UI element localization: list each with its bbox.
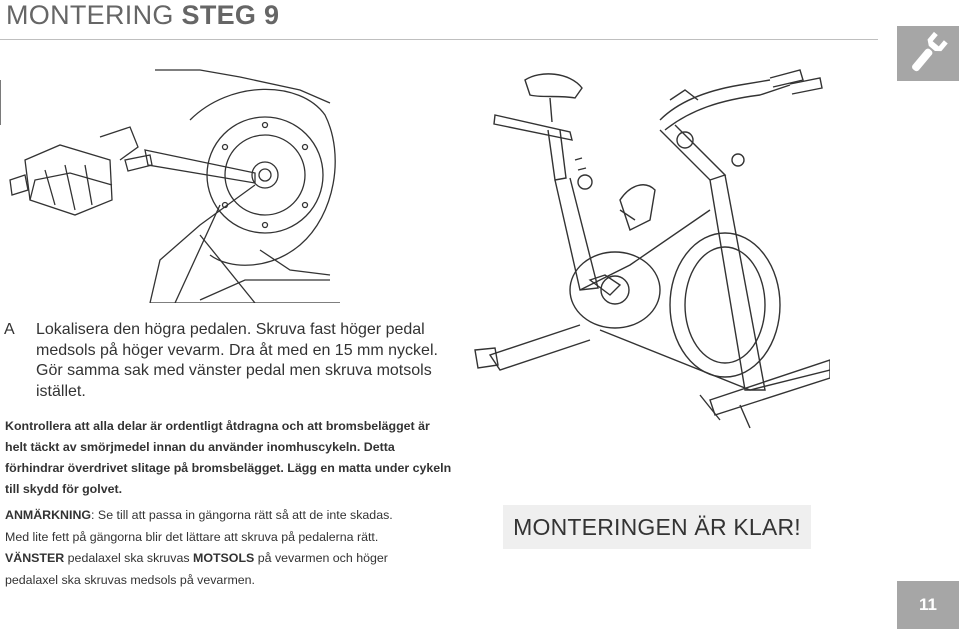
page-number: 11: [897, 581, 959, 629]
wrench-icon: [897, 26, 959, 81]
title-divider: [0, 39, 878, 40]
spin-bike-illustration: [470, 60, 830, 430]
note-label: ANMÄRKNING: [5, 508, 92, 522]
title-prefix: MONTERING: [6, 0, 174, 30]
note-line-4: pedalaxel ska skruvas medsols på vevarmen.: [5, 572, 255, 587]
note-line-1: ANMÄRKNING: Se till att passa in gängorna rätt så att de inte skadas.: [5, 508, 393, 522]
title-step: STEG 9: [181, 0, 280, 30]
warning-text: Kontrollera att alla delar är ordentligt åtdragna och att bromsbelägget är helt täckt av smörjmedel innan du använder inomhuscykeln. Detta förhindrar överdrivet slitage på bromsbelägget. Lägg en matta under cykeln till skydd för golvet.: [5, 419, 452, 496]
page-title: [6, 0, 279, 31]
completion-banner: MONTERINGEN ÄR KLAR!: [503, 505, 811, 549]
step-letter: A: [4, 321, 15, 338]
pedal-crank-illustration: [0, 65, 350, 303]
note-block: [5, 505, 475, 591]
note-line-3: VÄNSTER pedalaxel ska skruvas MOTSOLS på vevarmen och höger: [5, 551, 388, 565]
step-instruction: Lokalisera den högra pedalen. Skruva fast höger pedal medsols på höger vevarm. Dra åt med en 15 mm nyckel. Gör samma sak med vänster pedal men skruva motsols istället.: [36, 321, 438, 400]
note-line-2: Med lite fett på gängorna blir det lättare att skruva på pedalerna rätt.: [5, 529, 379, 544]
section-tab: [897, 26, 959, 81]
